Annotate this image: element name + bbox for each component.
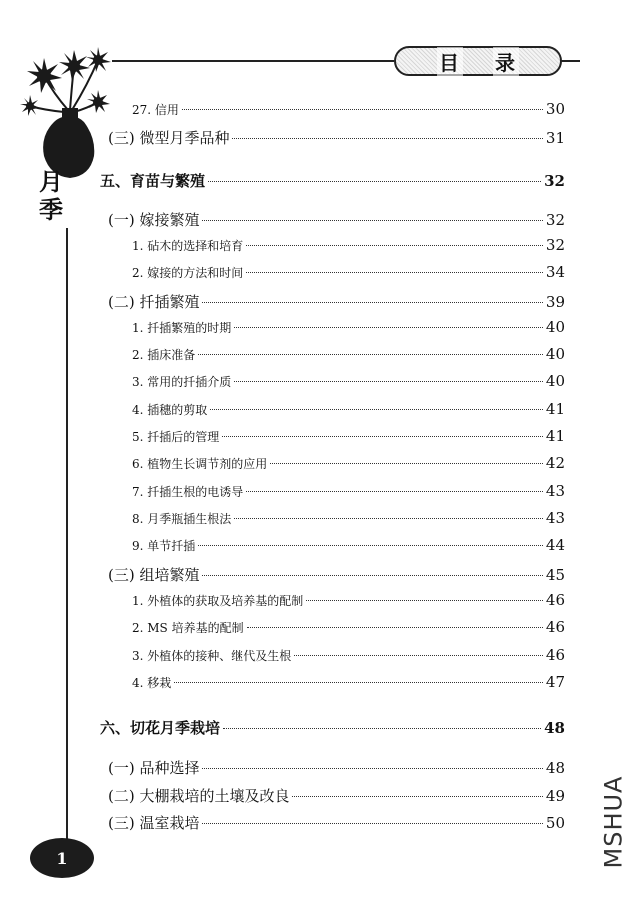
dot-leader [174,682,543,683]
toc-entry-page: 49 [545,787,565,805]
toc-entry-page: 34 [545,263,565,281]
toc-entry [108,127,565,147]
toc-entry-label: (三) 组培繁殖 [108,566,200,584]
toc-entry-label: 4. 移栽 [132,676,172,690]
toc-entry-label: 2. 嫁接的方法和时间 [132,266,244,280]
toc-entry-label: 1. 砧木的选择和培育 [132,239,244,253]
dot-leader [202,768,542,769]
dot-leader [210,409,543,410]
toc-entry-page: 32 [545,211,565,229]
toc-entry-page: 45 [545,566,565,584]
toc-entry [108,209,565,229]
dot-leader [198,354,543,355]
dot-leader [234,327,543,328]
toc-entry-page: 32 [545,236,565,254]
toc-entry [108,785,565,805]
dot-leader [222,436,543,437]
toc-entry [100,170,565,190]
toc-entry-page: 42 [545,454,565,472]
toc-entry [108,564,565,584]
toc-entry-label: (一) 品种选择 [108,759,200,777]
toc-entry-label: (二) 扦插繁殖 [108,293,200,311]
toc-entry [132,400,565,420]
toc-entry-label: (一) 嫁接繁殖 [108,211,200,229]
book-title [36,168,66,224]
page-number: 1 [56,848,68,868]
toc-entry-label: 5. 扦插后的管理 [132,430,220,444]
header-rule-end [560,60,580,62]
toc-entry [132,673,565,693]
toc-entry [132,646,565,666]
toc-entry-label: 7. 扦插生根的电诱导 [132,485,244,499]
toc-entry [132,591,565,611]
dot-leader [182,109,543,110]
toc-entry-page: 40 [545,372,565,390]
toc-entry [132,427,565,447]
toc-entry [132,618,565,638]
watermark-text: MSHUA [599,775,628,869]
toc-entry [132,345,565,365]
dot-leader [246,245,543,246]
header-char: 录 [493,47,519,76]
toc-entry-page: 46 [545,591,565,609]
toc-entry-label: (二) 大棚栽培的土壤及改良 [108,787,290,805]
dot-leader [198,545,543,546]
dot-leader [232,138,542,139]
watermark [600,758,626,886]
toc-entry [132,509,565,529]
dot-leader [202,302,542,303]
dot-leader [270,463,543,464]
toc-entry-label: 2. 插床准备 [132,348,196,362]
dot-leader [294,655,543,656]
toc-entry [108,291,565,311]
toc-entry [108,757,565,777]
toc-entry-page: 32 [544,172,565,190]
toc-entry-page: 48 [544,719,565,737]
toc-entry-label: 4. 插穗的剪取 [132,403,208,417]
toc-entry [132,536,565,556]
toc-entry-page: 41 [545,427,565,445]
toc-entry-page: 43 [545,482,565,500]
toc-entry-page: 31 [545,129,565,147]
toc-entry [132,318,565,338]
toc-entry [132,236,565,256]
book-title-char: 月 [39,167,63,196]
margin-rule [66,228,68,846]
dot-leader [223,728,541,729]
toc-entry-page: 41 [545,400,565,418]
toc-entry-label: 2. MS 培养基的配制 [132,621,244,635]
header-rule [112,60,394,62]
toc-entry-label: 1. 扦插繁殖的时期 [132,321,232,335]
toc-entry-page: 40 [545,345,565,363]
toc-entry-label: 6. 植物生长调节剂的应用 [132,457,268,471]
vase-illustration [14,44,126,184]
dot-leader [246,491,543,492]
toc-entry-page: 50 [545,814,565,832]
dot-leader [202,220,542,221]
dot-leader [234,518,543,519]
toc-entry-label: 8. 月季瓶插生根法 [132,512,232,526]
dot-leader [208,181,541,182]
dot-leader [234,381,543,382]
page-number-badge [30,838,94,878]
toc-entry-label: 六、切花月季栽培 [100,719,221,737]
toc-entry-label: 3. 外植体的接种、继代及生根 [132,649,292,663]
toc-entry-page: 46 [545,618,565,636]
toc-entry-label: 1. 外植体的获取及培养基的配制 [132,594,304,608]
toc-entry-label: 3. 常用的扦插介质 [132,375,232,389]
toc-entry-page: 46 [545,646,565,664]
dot-leader [292,796,542,797]
toc-entry-page: 48 [545,759,565,777]
toc-entry-page: 47 [545,673,565,691]
toc-entry-page: 39 [545,293,565,311]
toc-entry-label: 27. 信用 [132,103,179,117]
toc-entry [132,454,565,474]
dot-leader [202,575,542,576]
toc-entry [100,717,565,737]
toc-entry-label: 五、育苗与繁殖 [100,172,206,190]
toc-entry-label: 9. 单节扦插 [132,539,196,553]
book-title-char: 季 [39,195,63,224]
dot-leader [306,600,543,601]
section-header [394,46,562,76]
toc-entry-label: (三) 温室栽培 [108,814,200,832]
toc-entry-page: 30 [545,100,565,118]
toc-entry-label: (三) 微型月季品种 [108,129,230,147]
toc-entry-page: 40 [545,318,565,336]
toc-entry [108,812,565,832]
toc-entry [132,372,565,392]
header-char: 目 [437,47,463,76]
toc-entry-page: 43 [545,509,565,527]
dot-leader [246,272,543,273]
dot-leader [202,823,542,824]
dot-leader [247,627,543,628]
toc-entry [132,263,565,283]
toc-entry [132,100,565,120]
toc-entry [132,482,565,502]
toc-entry-page: 44 [545,536,565,554]
